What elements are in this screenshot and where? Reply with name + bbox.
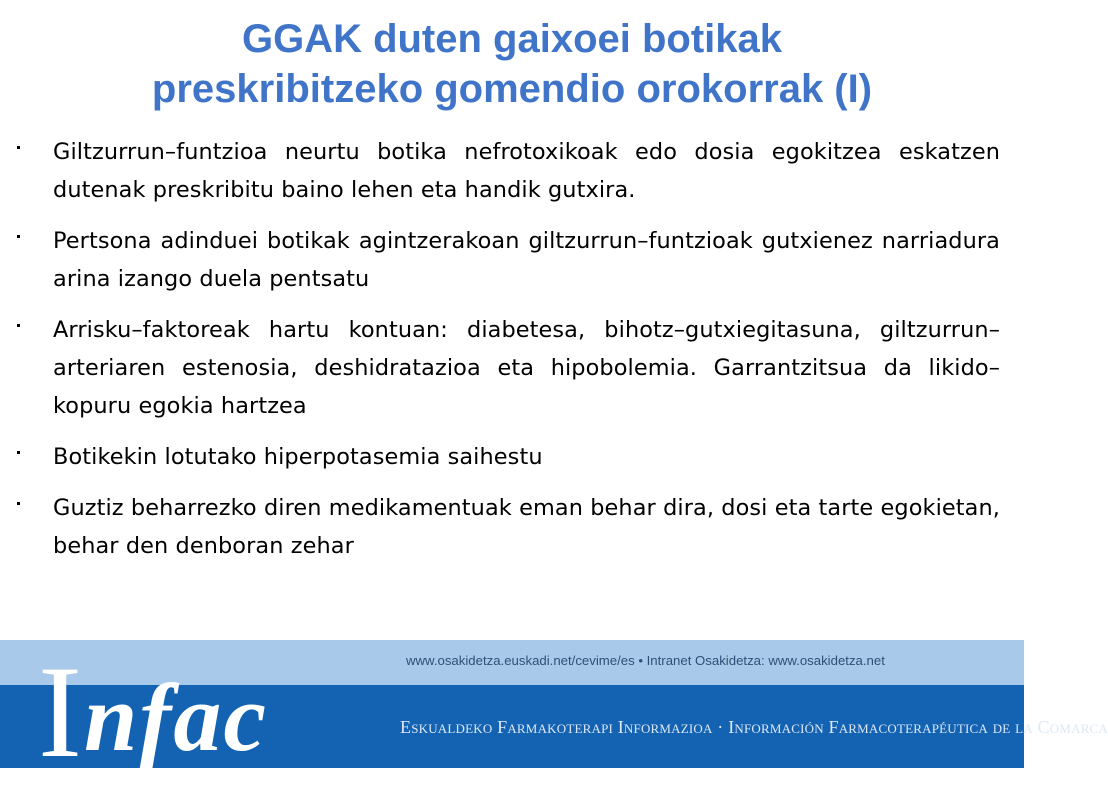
logo-rest: nfac bbox=[83, 664, 268, 771]
bullet-item bbox=[0, 311, 1024, 425]
slide-title bbox=[0, 14, 1024, 114]
bullet-text: Pertsona adinduei botikak agintzerakoan giltzurrun–funtzioak gutxienez narriadura arina izango duela pentsatu bbox=[53, 228, 1000, 292]
bullet-marker bbox=[17, 146, 20, 149]
bullet-marker bbox=[17, 235, 20, 238]
bullet-item bbox=[0, 438, 1024, 476]
bullet-marker bbox=[17, 502, 20, 505]
footer-organization: Eskualdeko Farmakoterapi Informazioa · Información Farmacoterapéutica de la Comarca bbox=[400, 717, 1108, 737]
bullet-text: Guztiz beharrezko diren medikamentuak eman behar dira, dosi eta tarte egokietan, behar den denboran zehar bbox=[53, 495, 1000, 559]
infac-logo bbox=[38, 638, 268, 785]
bullet-text: Botikekin lotutako hiperpotasemia saihestu bbox=[53, 444, 543, 470]
logo-initial: I bbox=[38, 638, 84, 785]
title-line-1: GGAK duten gaixoei botikak bbox=[241, 17, 783, 61]
bullet-marker bbox=[17, 451, 20, 454]
bullet-list bbox=[0, 133, 1024, 578]
footer-urls: www.osakidetza.euskadi.net/cevime/es • Intranet Osakidetza: www.osakidetza.net bbox=[406, 653, 885, 668]
bullet-item bbox=[0, 222, 1024, 298]
bullet-item bbox=[0, 489, 1024, 565]
bullet-marker bbox=[17, 324, 20, 327]
title-line-2: preskribitzeko gomendio orokorrak (I) bbox=[151, 67, 873, 111]
bullet-item bbox=[0, 133, 1024, 209]
bullet-text: Arrisku–faktoreak hartu kontuan: diabetesa, bihotz–gutxiegitasuna, giltzurrun–arteriaren estenosia, deshidratazioa eta hipobolemia. Garrantzitsua da likido–kopuru egokia hartzea bbox=[53, 317, 1000, 419]
bullet-text: Giltzurrun–funtzioa neurtu botika nefrotoxikoak edo dosia egokitzea eskatzen dutenak preskribitu baino lehen eta handik gutxira. bbox=[53, 139, 1000, 203]
